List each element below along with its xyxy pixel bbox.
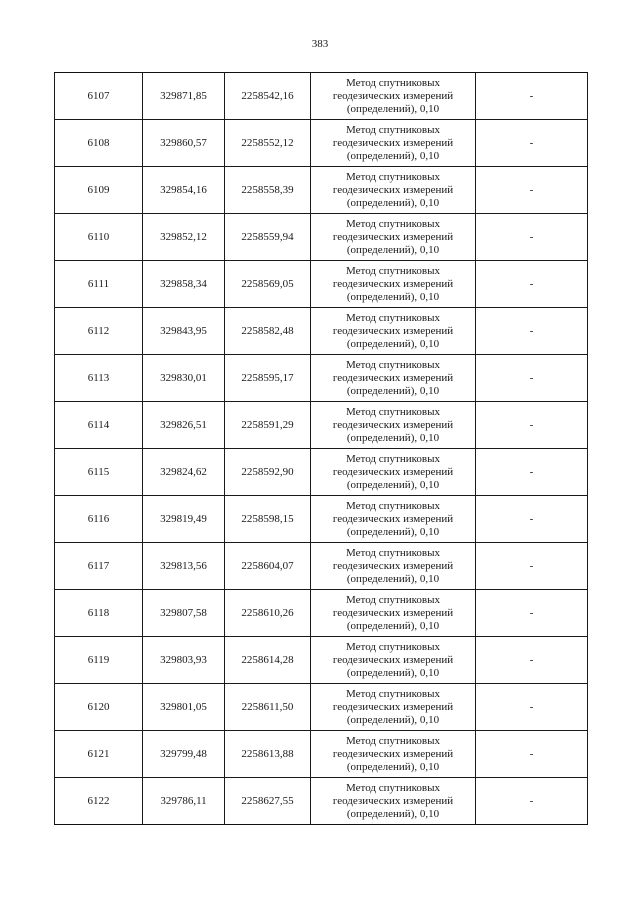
point-number-cell: 6120 [55, 684, 143, 731]
description-cell: - [476, 778, 588, 825]
x-coordinate-cell: 329826,51 [143, 402, 225, 449]
method-text: Метод спутниковых геодезических измерений (определений), 0,10 [332, 687, 454, 726]
description-cell: - [476, 120, 588, 167]
description-cell: - [476, 543, 588, 590]
method-accuracy-cell [311, 402, 476, 449]
x-coordinate-cell: 329830,01 [143, 355, 225, 402]
method-accuracy-cell [311, 731, 476, 778]
method-accuracy-cell [311, 308, 476, 355]
method-text: Метод спутниковых геодезических измерений (определений), 0,10 [332, 593, 454, 632]
method-accuracy-cell [311, 778, 476, 825]
x-coordinate-cell: 329819,49 [143, 496, 225, 543]
y-coordinate-cell: 2258558,39 [225, 167, 311, 214]
table-row [55, 543, 588, 590]
point-number-cell: 6122 [55, 778, 143, 825]
x-coordinate-cell: 329854,16 [143, 167, 225, 214]
y-coordinate-cell: 2258614,28 [225, 637, 311, 684]
y-coordinate-cell: 2258542,16 [225, 73, 311, 120]
y-coordinate-cell: 2258610,26 [225, 590, 311, 637]
x-coordinate-cell: 329843,95 [143, 308, 225, 355]
description-cell: - [476, 214, 588, 261]
description-cell: - [476, 731, 588, 778]
table-row [55, 778, 588, 825]
description-cell: - [476, 637, 588, 684]
point-number-cell: 6114 [55, 402, 143, 449]
table-row [55, 449, 588, 496]
x-coordinate-cell: 329786,11 [143, 778, 225, 825]
y-coordinate-cell: 2258582,48 [225, 308, 311, 355]
method-accuracy-cell [311, 637, 476, 684]
y-coordinate-cell: 2258598,15 [225, 496, 311, 543]
y-coordinate-cell: 2258592,90 [225, 449, 311, 496]
point-number-cell: 6118 [55, 590, 143, 637]
point-number-cell: 6117 [55, 543, 143, 590]
method-text: Метод спутниковых геодезических измерений (определений), 0,10 [332, 358, 454, 397]
method-text: Метод спутниковых геодезических измерений (определений), 0,10 [332, 781, 454, 820]
description-cell: - [476, 590, 588, 637]
description-cell: - [476, 167, 588, 214]
x-coordinate-cell: 329803,93 [143, 637, 225, 684]
table-row [55, 731, 588, 778]
method-accuracy-cell [311, 73, 476, 120]
method-text: Метод спутниковых геодезических измерений (определений), 0,10 [332, 452, 454, 491]
description-cell: - [476, 449, 588, 496]
method-accuracy-cell [311, 167, 476, 214]
method-text: Метод спутниковых геодезических измерений (определений), 0,10 [332, 499, 454, 538]
coordinates-table-body [55, 73, 588, 825]
method-text: Метод спутниковых геодезических измерений (определений), 0,10 [332, 76, 454, 115]
table-row [55, 590, 588, 637]
table-row [55, 73, 588, 120]
method-accuracy-cell [311, 355, 476, 402]
description-cell: - [476, 308, 588, 355]
coordinates-table [54, 72, 588, 825]
method-text: Метод спутниковых геодезических измерений (определений), 0,10 [332, 264, 454, 303]
x-coordinate-cell: 329860,57 [143, 120, 225, 167]
method-text: Метод спутниковых геодезических измерений (определений), 0,10 [332, 170, 454, 209]
y-coordinate-cell: 2258613,88 [225, 731, 311, 778]
table-row [55, 637, 588, 684]
table-row [55, 402, 588, 449]
point-number-cell: 6108 [55, 120, 143, 167]
table-row [55, 308, 588, 355]
page-number: 383 [311, 38, 329, 50]
point-number-cell: 6111 [55, 261, 143, 308]
point-number-cell: 6116 [55, 496, 143, 543]
table-row [55, 261, 588, 308]
description-cell: - [476, 355, 588, 402]
table-row [55, 120, 588, 167]
description-cell: - [476, 684, 588, 731]
y-coordinate-cell: 2258611,50 [225, 684, 311, 731]
method-text: Метод спутниковых геодезических измерений (определений), 0,10 [332, 734, 454, 773]
method-accuracy-cell [311, 543, 476, 590]
method-accuracy-cell [311, 261, 476, 308]
method-text: Метод спутниковых геодезических измерений (определений), 0,10 [332, 217, 454, 256]
point-number-cell: 6113 [55, 355, 143, 402]
method-accuracy-cell [311, 214, 476, 261]
method-accuracy-cell [311, 120, 476, 167]
method-accuracy-cell [311, 496, 476, 543]
x-coordinate-cell: 329858,34 [143, 261, 225, 308]
y-coordinate-cell: 2258559,94 [225, 214, 311, 261]
method-text: Метод спутниковых геодезических измерений (определений), 0,10 [332, 311, 454, 350]
x-coordinate-cell: 329807,58 [143, 590, 225, 637]
point-number-cell: 6110 [55, 214, 143, 261]
x-coordinate-cell: 329813,56 [143, 543, 225, 590]
table-row [55, 355, 588, 402]
y-coordinate-cell: 2258627,55 [225, 778, 311, 825]
point-number-cell: 6119 [55, 637, 143, 684]
y-coordinate-cell: 2258552,12 [225, 120, 311, 167]
method-accuracy-cell [311, 449, 476, 496]
point-number-cell: 6107 [55, 73, 143, 120]
description-cell: - [476, 261, 588, 308]
method-text: Метод спутниковых геодезических измерений (определений), 0,10 [332, 123, 454, 162]
description-cell: - [476, 496, 588, 543]
x-coordinate-cell: 329852,12 [143, 214, 225, 261]
y-coordinate-cell: 2258569,05 [225, 261, 311, 308]
method-text: Метод спутниковых геодезических измерений (определений), 0,10 [332, 640, 454, 679]
point-number-cell: 6109 [55, 167, 143, 214]
description-cell: - [476, 73, 588, 120]
x-coordinate-cell: 329824,62 [143, 449, 225, 496]
y-coordinate-cell: 2258591,29 [225, 402, 311, 449]
method-text: Метод спутниковых геодезических измерений (определений), 0,10 [332, 546, 454, 585]
x-coordinate-cell: 329801,05 [143, 684, 225, 731]
method-text: Метод спутниковых геодезических измерений (определений), 0,10 [332, 405, 454, 444]
point-number-cell: 6115 [55, 449, 143, 496]
point-number-cell: 6121 [55, 731, 143, 778]
table-row [55, 167, 588, 214]
point-number-cell: 6112 [55, 308, 143, 355]
x-coordinate-cell: 329871,85 [143, 73, 225, 120]
table-row [55, 214, 588, 261]
table-row [55, 684, 588, 731]
x-coordinate-cell: 329799,48 [143, 731, 225, 778]
method-accuracy-cell [311, 590, 476, 637]
y-coordinate-cell: 2258604,07 [225, 543, 311, 590]
table-row [55, 496, 588, 543]
method-accuracy-cell [311, 684, 476, 731]
y-coordinate-cell: 2258595,17 [225, 355, 311, 402]
description-cell: - [476, 402, 588, 449]
